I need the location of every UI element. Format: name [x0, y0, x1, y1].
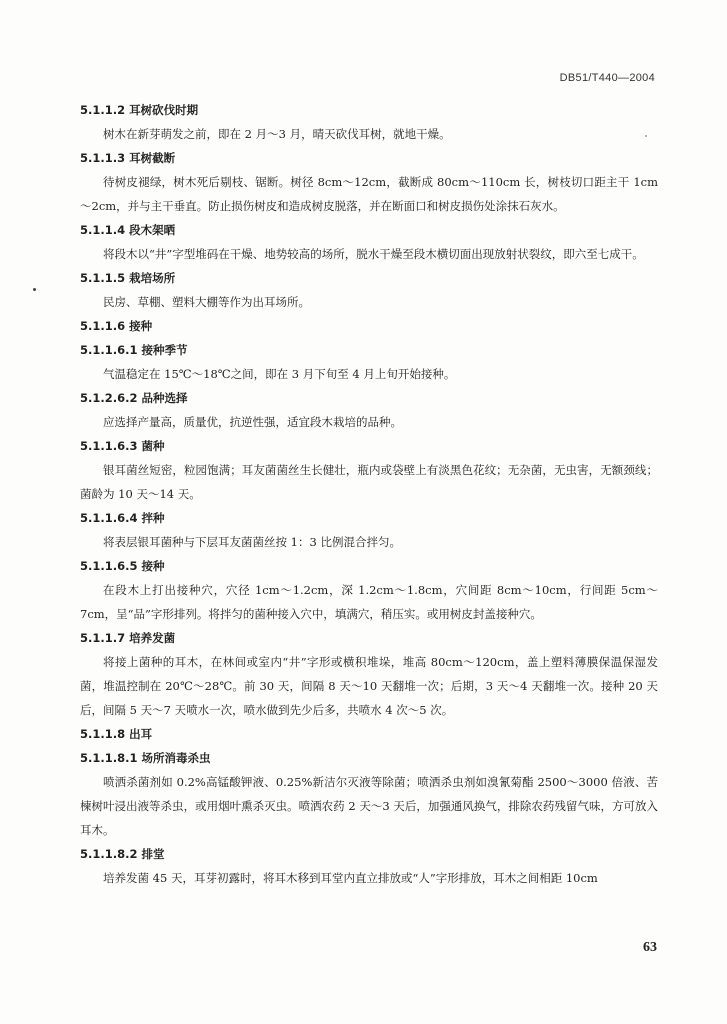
- section-heading: 5.1.1.3 耳树截断: [80, 151, 176, 165]
- section-heading: 5.1.1.8 出耳: [80, 727, 153, 741]
- section-heading: 5.1.1.4 段木架晒: [80, 223, 176, 237]
- scan-speck: [33, 288, 36, 291]
- section-heading: 5.1.1.6 接种: [80, 319, 153, 333]
- body-paragraph: 将段木以“井”字型堆码在干燥、地势较高的场所，脱水干燥至段木横切面出现放射状裂纹，即六至七成干。: [103, 247, 644, 261]
- section-heading: 5.1.1.6.3 菌种: [80, 439, 165, 453]
- document-body: [80, 98, 658, 890]
- section-heading: 5.1.1.6.5 接种: [80, 559, 165, 573]
- section-heading: 5.1.2.6.2 品种选择: [80, 391, 188, 405]
- section-heading: 5.1.1.5 栽培场所: [80, 271, 176, 285]
- body-paragraph: 将表层银耳菌种与下层耳友菌菌丝按 1：3 比例混合拌匀。: [103, 535, 401, 549]
- body-paragraph: 树木在新芽萌发之前，即在 2 月～3 月，晴天砍伐耳树，就地干燥。: [103, 127, 451, 141]
- page-number: 63: [643, 940, 657, 955]
- body-paragraph: 培养发菌 45 天，耳芽初露时，将耳木移到耳堂内直立排放或“人”字形排放，耳木之间相距 10cm: [103, 871, 598, 885]
- body-paragraph: 民房、草棚、塑料大棚等作为出耳场所。: [103, 295, 310, 309]
- section-heading: 5.1.1.6.4 拌种: [80, 511, 165, 525]
- section-heading: 5.1.1.8.1 场所消毒杀虫: [80, 751, 211, 765]
- body-paragraph: 待树皮褪绿，树木死后剔枝、锯断。树径 8cm～12cm，截断成 80cm～110cm 长，树枝切口距主干 1cm～2cm，并与主干垂直。防止损伤树皮和造成树皮脱落，并在断面口和树皮损伤处涂抹石灰水。: [80, 175, 658, 213]
- body-paragraph: 喷洒杀菌剂如 0.2%高锰酸钾液、0.25%新洁尔灭液等除菌；喷洒杀虫剂如溴氰菊酯 2500～3000 倍液、苦楝树叶浸出液等杀虫，或用烟叶熏杀灭虫。喷洒农药 2 天～3 天后，加强通风换气，排除农药残留气味，方可放入耳木。: [80, 775, 658, 837]
- section-heading: 5.1.1.6.1 接种季节: [80, 343, 188, 357]
- body-paragraph: 应选择产量高，质量优，抗逆性强，适宜段木栽培的品种。: [103, 415, 402, 429]
- section-heading: 5.1.1.2 耳树砍伐时期: [80, 103, 199, 117]
- body-paragraph: 银耳菌丝短密，粒园饱满；耳友菌菌丝生长健壮，瓶内或袋壁上有淡黑色花纹；无杂菌，无虫害，无额颈线；菌龄为 10 天～14 天。: [80, 463, 658, 501]
- scan-speck: [645, 135, 647, 137]
- standard-code: DB51/T440—2004: [559, 72, 655, 84]
- body-paragraph: 气温稳定在 15℃～18℃之间，即在 3 月下旬至 4 月上旬开始接种。: [103, 367, 456, 381]
- body-paragraph: 将接上菌种的耳木，在林间或室内“井”字形或横积堆垛，堆高 80cm～120cm，盖上塑料薄膜保温保湿发菌，堆温控制在 20℃～28℃。前 30 天，间隔 8 天～10 天翻堆一次；后期，3 天～4 天翻堆一次。接种 20 天后，间隔 5 天～7 天喷水一次，喷水做到先少后多，共喷水 4 次～5 次。: [80, 655, 658, 717]
- body-paragraph: 在段木上打出接种穴，穴径 1cm～1.2cm，深 1.2cm～1.8cm，穴间距 8cm～10cm，行间距 5cm～7cm，呈“品”字形排列。将拌匀的菌种接入穴中，填满穴，稍压实。或用树皮封盖接种穴。: [80, 583, 658, 621]
- section-heading: 5.1.1.7 培养发菌: [80, 631, 176, 645]
- section-heading: 5.1.1.8.2 排堂: [80, 847, 165, 861]
